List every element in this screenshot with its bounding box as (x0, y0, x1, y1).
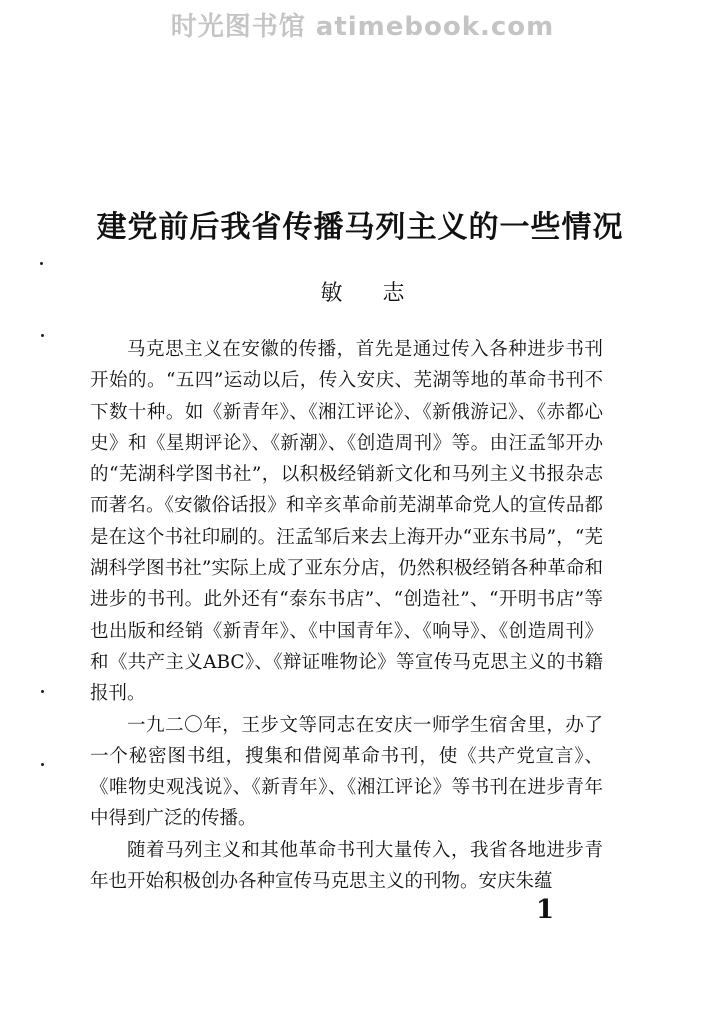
scan-speck (41, 690, 44, 693)
paragraph: 一九二〇年，王步文等同志在安庆一师学生宿舍里，办了一个秘密图书组，搜集和借阅革命书刊，使《共产党宣言》、《唯物史观浅说》、《新青年》、《湘江评论》等书刊在进步青年中得到广泛的传播。 (90, 714, 603, 830)
watermark: 时光图书馆 atimebook.com (170, 12, 555, 42)
scan-speck (41, 334, 44, 337)
author-name: 敏志 (320, 281, 445, 306)
paragraph: 马克思主义在安徽的传播，首先是通过传入各种进步书刊开始的。“五四”运动以后，传入安庆、芜湖等地的革命书刊不下数十种。如《新青年》、《湘江评论》、《新俄游记》、《赤都心史》和《星期评论》、《新潮》、《创造周刊》等。由汪孟邹开办的“芜湖科学图书社”，以积极经销新文化和马列主义书报杂志而著名。《安徽俗话报》和辛亥革命前芜湖革命党人的宣传品都是在这个书社印刷的。汪孟邹后来去上海开办“亚东书局”，“芜湖科学图书社”实际上成了亚东分店，仍然积极经销各种革命和进步的书刊。此外还有“泰东书店”、“创造社”、“开明书店”等也出版和经销《新青年》、《中国青年》、《响导》、《创造周刊》和《共产主义ABC》、《辩证唯物论》等宣传马克思主义的书籍报刊。 (90, 339, 603, 705)
paragraph: 随着马列主义和其他革命书刊大量传入，我省各地进步青年也开始积极创办各种宣传马克思主义的刊物。安庆朱蕴 (90, 839, 603, 893)
article-title: 建党前后我省传播马列主义的一些情况 (96, 210, 624, 245)
scan-speck (41, 763, 44, 766)
article-body (90, 334, 603, 897)
page-number: 1 (536, 895, 555, 925)
scan-speck (40, 262, 43, 265)
